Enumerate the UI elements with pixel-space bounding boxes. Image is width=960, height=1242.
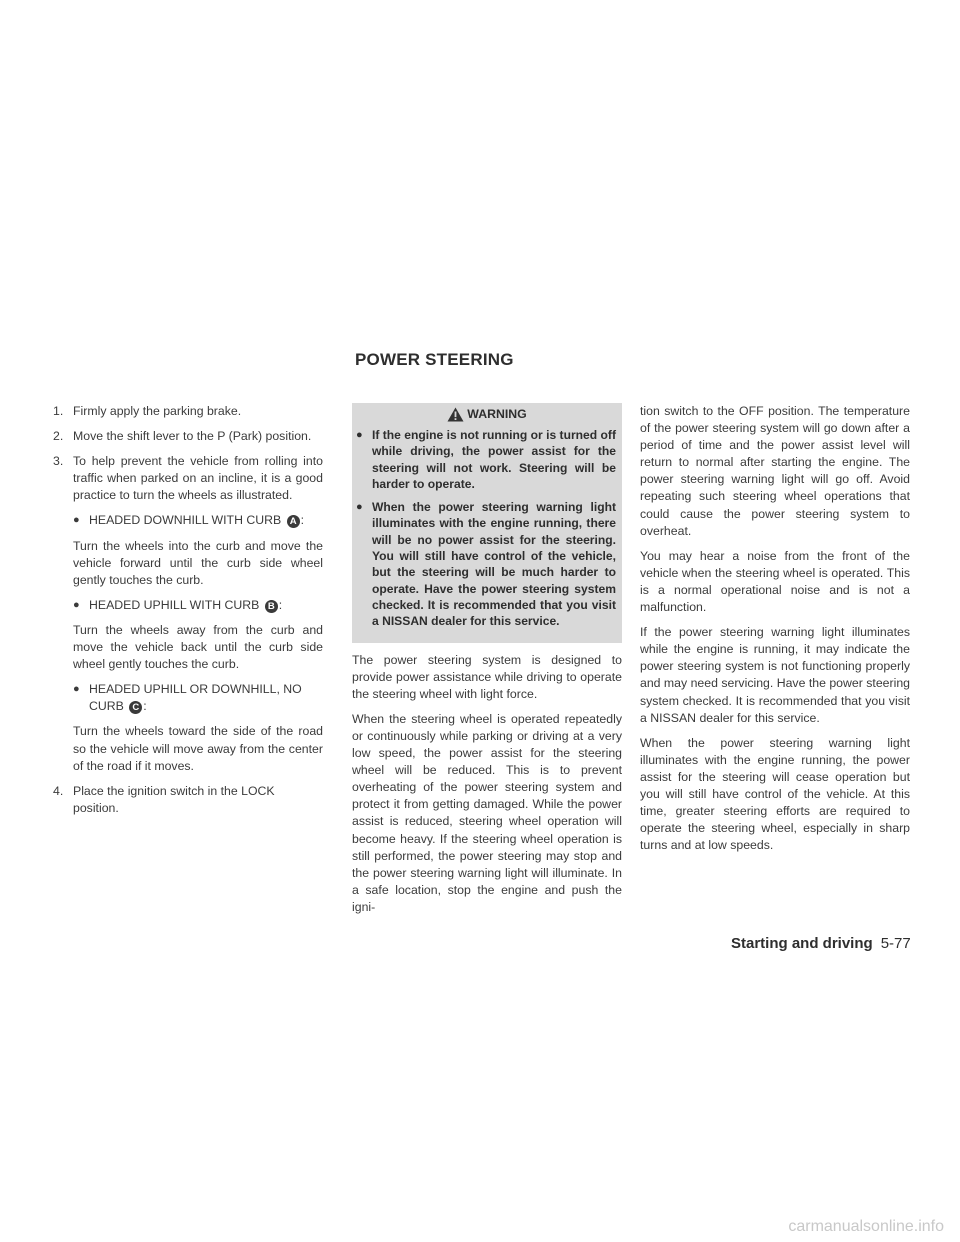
step-item xyxy=(53,453,323,504)
bullet-item-downhill-curb: ● HEADED DOWNHILL WITH CURB A : xyxy=(73,512,323,529)
bullet-label: HEADED UPHILL OR DOWNHILL, NO CURB xyxy=(89,682,302,714)
paragraph: Turn the wheels toward the side of the road so the vehicle will move away from the center of the road if it moves. xyxy=(73,724,323,773)
paragraph: tion switch to the OFF position. The temperature of the power steering system will go down after a period of time and the power assist level will return to normal after starting the engine. The power steering warning light will go off. Avoid repeating such steering wheel operations that could cause the power steering system to overheat. xyxy=(640,404,910,538)
step-text: Firmly apply the parking brake. xyxy=(73,404,242,418)
paragraph: If the power steering warning light illuminates while the engine is running, it may indicate the power steering system is not functioning properly and may need servicing. Have the power steering system checked. It is recommended that you visit a NISSAN dealer for this service. xyxy=(640,625,910,725)
bullet-dot-icon: ● xyxy=(356,429,363,441)
step-number: 1. xyxy=(53,404,64,418)
callout-c-icon: C xyxy=(129,701,142,714)
paragraph: When the steering wheel is operated repeatedly or continuously while parking or driving at a very low speed, the power assist for the steering wheel will be reduced. This is to prevent overheating of the power steering system and protect it from getting damaged. While the power assist is reduced, steering wheel operation will become heavy. If the steering wheel operation is still performed, the power steering may stop and the power steering warning light will illuminate. In a safe location, stop the engine and push the igni- xyxy=(352,711,622,914)
bullet-label: HEADED UPHILL WITH CURB xyxy=(89,597,260,612)
section-title: POWER STEERING xyxy=(355,350,514,369)
bullet-dot-icon: ● xyxy=(73,598,80,611)
paragraph: You may hear a noise from the front of the vehicle when the steering wheel is operated. This is a normal operational noise and is not a malfunction. xyxy=(640,548,910,615)
paragraph: Turn the wheels away from the curb and move the vehicle back until the curb side wheel gently touches the curb. xyxy=(73,622,323,672)
step-item xyxy=(53,403,323,420)
warning-item xyxy=(356,499,616,629)
step-text: Place the ignition switch in the LOCK position. xyxy=(73,783,275,815)
step-number: 2. xyxy=(53,429,64,444)
watermark: carmanualsonline.info xyxy=(788,1218,944,1235)
warning-item xyxy=(356,427,616,492)
paragraph: When the power steering warning light illuminates with the engine running, the power assist for the steering will cease operation but you will still have control of the vehicle. At this time, greater steering efforts are required to operate the steering wheel, especially in sharp turns and at low speeds. xyxy=(640,735,910,853)
step-item xyxy=(53,783,323,817)
step-number: 3. xyxy=(53,454,64,469)
paragraph: Turn the wheels into the curb and move the vehicle forward until the curb side wheel gently touches the curb. xyxy=(73,538,323,587)
chapter-title: Starting and driving xyxy=(731,935,873,952)
step-number: 4. xyxy=(53,783,64,798)
warning-box xyxy=(352,403,622,643)
right-column xyxy=(640,403,910,862)
step-item xyxy=(53,428,323,445)
page-footer xyxy=(731,935,911,952)
bullet-dot-icon: ● xyxy=(356,501,363,514)
warning-title: WARNING xyxy=(467,406,527,421)
step-text: Move the shift lever to the P (Park) position. xyxy=(73,429,312,444)
bullet-item-uphill-curb: ● HEADED UPHILL WITH CURB B : xyxy=(73,597,323,614)
step-text: To help prevent the vehicle from rolling into traffic when parked on an incline, it is a good practice to turn the wheels as illustrated. xyxy=(73,454,323,503)
page-number: 5-77 xyxy=(880,935,911,952)
callout-b-icon: B xyxy=(265,600,278,613)
middle-column xyxy=(352,403,622,924)
bullet-dot-icon: ● xyxy=(73,514,80,527)
warning-text: When the power steering warning light illuminates with the engine running, there will be no power assist for the steering. You will still have control of the vehicle, but the steering will be much harder to operate. Have the power steering system checked. It is recommended that you visit a NISSAN dealer for this service. xyxy=(372,500,616,629)
bullet-dot-icon: ● xyxy=(73,683,80,696)
bullet-item-no-curb: ● HEADED UPHILL OR DOWNHILL, NO CURB C : xyxy=(73,681,323,715)
warning-text: If the engine is not running or is turned off while driving, the power assist for the steering will not work. Steering will be harder to operate. xyxy=(372,428,616,491)
warning-triangle-icon xyxy=(447,407,464,422)
paragraph: The power steering system is designed to provide power assistance while driving to operate the steering wheel with light force. xyxy=(352,652,622,701)
warning-header xyxy=(352,403,622,426)
left-column xyxy=(53,403,323,825)
bullet-label: HEADED DOWNHILL WITH CURB xyxy=(89,513,282,528)
callout-a-icon: A xyxy=(287,515,300,528)
